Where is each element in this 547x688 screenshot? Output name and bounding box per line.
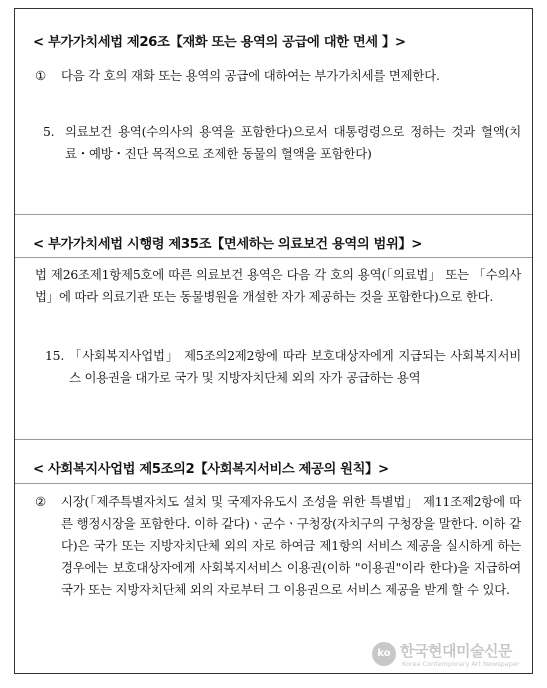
item-text: 「사회복지사업법」 제5조의2제2항에 따라 보호대상자에게 지급되는 사회복지서비스 이용권을 대가로 국가 및 지방자치단체 외의 자가 공급하는 용역 — [69, 348, 521, 385]
section-divider — [15, 214, 532, 215]
law-excerpt-document — [14, 8, 533, 674]
paragraph-vat-decree-35-body — [35, 264, 521, 308]
section-heading-social-welfare-5-2: < 사회복지사업법 제5조의2【사회복지서비스 제공의 원칙】> — [33, 462, 389, 477]
watermark-name: 한국현대미술신문 — [400, 642, 512, 660]
paragraph-vat-decree-35-item-15 — [45, 345, 521, 389]
section-divider — [15, 483, 532, 484]
body-text: 법 제26조제1항제5호에 따른 의료보건 용역은 다음 각 호의 용역(「의료법」 또는 「수의사법」에 따라 의료기관 또는 동물병원을 개설한 자가 제공하는 것을 포함한다)으로 한다. — [35, 267, 521, 304]
paragraph-social-welfare-clause-2 — [35, 491, 521, 601]
newspaper-logo-icon: ko — [372, 642, 396, 666]
clause-marker: ② — [35, 494, 46, 509]
section-divider — [15, 439, 532, 440]
clause-text: 시장(「제주특별자치도 설치 및 국제자유도시 조성을 위한 특별법」 제11조제2항에 따른 행정시장을 포함한다. 이하 같다)ㆍ군수ㆍ구청장(자치구의 구청장을 말한다. 이하 같다)은 국가 또는 지방자치단체 외의 자로 하여금 제1항의 서비스 제공을 실시하게 하는 경우에는 보호대상자에게 사회복지서비스 이용권(이하 "이용권"이라 한다)을 지급하여 국가 또는 지방자치단체 외의 자로부터 그 이용권으로 서비스 제공을 받게 할 수 있다. — [61, 494, 521, 597]
item-marker: 15. — [45, 348, 65, 363]
section-heading-vat-act-26: < 부가가치세법 제26조【재화 또는 용역의 공급에 대한 면세 】> — [33, 35, 406, 50]
section-divider — [15, 257, 532, 258]
section-heading-vat-decree-35: < 부가가치세법 시행령 제35조【면세하는 의료보건 용역의 범위】> — [33, 237, 423, 252]
clause-text: 다음 각 호의 재화 또는 용역의 공급에 대하여는 부가가치세를 면제한다. — [61, 68, 440, 83]
clause-marker: ① — [35, 68, 46, 83]
item-marker: 5. — [43, 124, 55, 139]
paragraph-vat-26-clause-1 — [35, 65, 521, 87]
watermark-subtitle: Korea Contemporary Art Newspaper — [402, 660, 520, 668]
newspaper-watermark — [372, 640, 534, 674]
paragraph-vat-26-item-5 — [43, 121, 521, 165]
item-text: 의료보건 용역(수의사의 용역을 포함한다)으로서 대통령령으로 정하는 것과 혈액(치료・예방・진단 목적으로 조제한 동물의 혈액을 포함한다) — [65, 124, 521, 161]
